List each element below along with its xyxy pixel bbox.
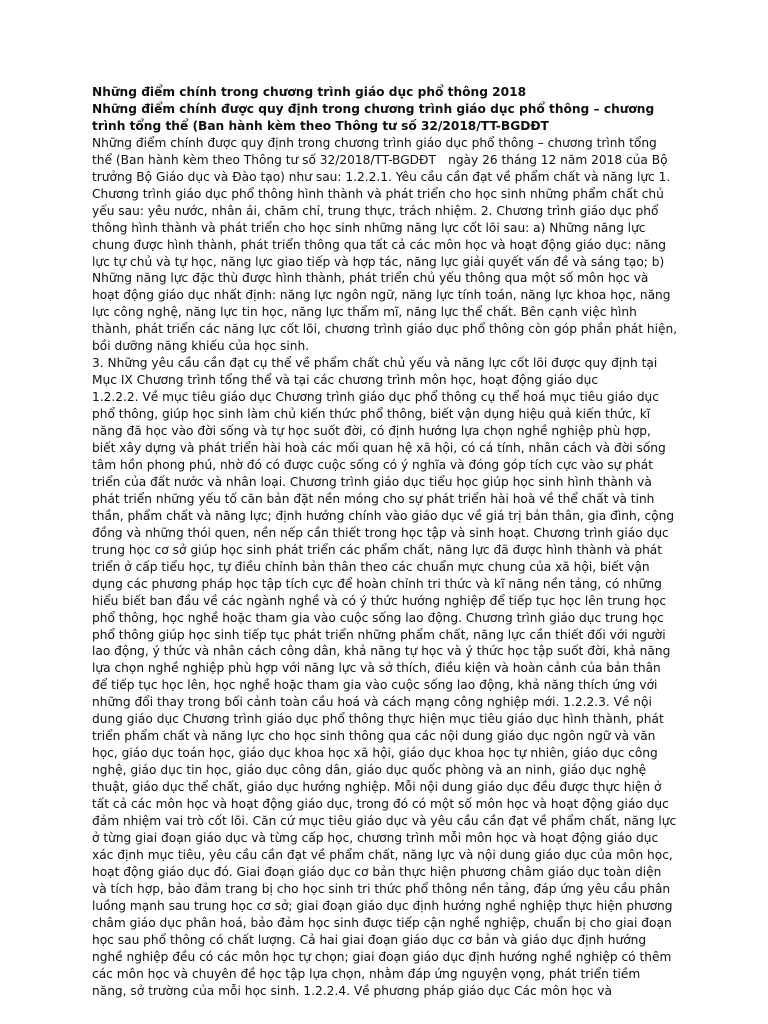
document-subtitle: Những điểm chính được quy định trong chương trình giáo dục phổ thông – chương trình tổng thể (Ban hành kèm theo Thông tư số 32/2018/TT-BGDĐT (92, 101, 655, 133)
document-title: Những điểm chính trong chương trình giáo dục phổ thông 2018 (92, 85, 527, 99)
paragraph-intro: Những điểm chính được quy định trong chương trình giáo dục phổ thông – chương trình tổng thể (Ban hành kèm theo Thông tư số 32/2018/TT-BGDĐT ngày 26 tháng 12 năm 2018 của Bộ trưởng Bộ Giáo dục và Đào tạo) như sau: 1.2.2.1. Yêu cầu cần đạt về phẩm chất và năng lực 1. Chương trình giáo dục phổ thông hình thành và phát triển cho học sinh những phẩm chất chủ yếu sau: yêu nước, nhân ái, chăm chỉ, trung thực, trách nhiệm. 2. Chương trình giáo dục phổ thông hình thành và phát triển cho học sinh những năng lực cốt lõi sau: a) Những năng lực chung được hình thành, phát triển thông qua tất cả các môn học và hoạt động giáo dục: năng lực tự chủ và tự học, năng lực giao tiếp và hợp tác, năng lực giải quyết vấn đề và sáng tạo; b) Những năng lực đặc thù được hình thành, phát triển chủ yếu thông qua một số môn học và hoạt động giáo dục nhất định: năng lực ngôn ngữ, năng lực tính toán, năng lực khoa học, năng lực công nghệ, năng lực tin học, năng lực thẩm mĩ, năng lực thể chất. Bên cạnh việc hình thành, phát triển các năng lực cốt lõi, chương trình giáo dục phổ thông còn góp phần phát hiện, bồi dưỡng năng khiếu của học sinh. (92, 135, 678, 354)
paragraph-objectives: 1.2.2.2. Về mục tiêu giáo dục Chương trình giáo dục phổ thông cụ thể hoá mục tiêu giáo dục phổ thông, giúp học sinh làm chủ kiến thức phổ thông, biết vận dụng hiệu quả kiến thức, kĩ năng đã học vào đời sống và tự học suốt đời, có định hướng lựa chọn nghề nghiệp phù hợp, biết xây dựng và phát triển hài hoà các mối quan hệ xã hội, có cá tính, nhân cách và đời sống tâm hồn phong phú, nhờ đó có được cuộc sống có ý nghĩa và đóng góp tích cực vào sự phát triển của đất nước và nhân loại. Chương trình giáo dục tiểu học giúp học sinh hình thành và phát triển những yếu tố căn bản đặt nền móng cho sự phát triển hài hoà về thể chất và tinh thần, phẩm chất và năng lực; định hướng chính vào giáo dục về giá trị bản thân, gia đình, cộng đồng và những thói quen, nền nếp cần thiết trong học tập và sinh hoạt. Chương trình giáo dục trung học cơ sở giúp học sinh phát triển các phẩm chất, năng lực đã được hình thành và phát triển ở cấp tiểu học, tự điều chỉnh bản thân theo các chuẩn mực chung của xã hội, biết vận dụng các phương pháp học tập tích cực để hoàn chỉnh tri thức và kĩ năng nền tảng, có những hiểu biết ban đầu về các ngành nghề và có ý thức hướng nghiệp để tiếp tục học lên trung học phổ thông, học nghề hoặc tham gia vào cuộc sống lao động. Chương trình giáo dục trung học phổ thông giúp học sinh tiếp tục phát triển những phẩm chất, năng lực cần thiết đối với người lao động, ý thức và nhân cách công dân, khả năng tự học và ý thức học tập suốt đời, khả năng lựa chọn nghề nghiệp phù hợp với năng lực và sở thích, điều kiện và hoàn cảnh của bản thân để tiếp tục học lên, học nghề hoặc tham gia vào cuộc sống lao động, khả năng thích ứng với những đổi thay trong bối cảnh toàn cầu hoá và cách mạng công nghiệp mới. 1.2.2.3. Về nội dung giáo dục Chương trình giáo dục phổ thông thực hiện mục tiêu giáo dục hình thành, phát triển phẩm chất và năng lực cho học sinh thông qua các nội dung giáo dục ngôn ngữ và văn học, giáo dục toán học, giáo dục khoa học xã hội, giáo dục khoa học tự nhiên, giáo dục công nghệ, giáo dục tin học, giáo dục công dân, giáo dục quốc phòng và an ninh, giáo dục nghệ thuật, giáo dục thể chất, giáo dục hướng nghiệp. Mỗi nội dung giáo dục đều được thực hiện ở tất cả các môn học và hoạt động giáo dục, trong đó có một số môn học và hoạt động giáo dục đảm nhiệm vai trò cốt lõi. Căn cứ mục tiêu giáo dục và yêu cầu cần đạt về phẩm chất, năng lực ở từng giai đoạn giáo dục và từng cấp học, chương trình mỗi môn học và hoạt động giáo dục xác định mục tiêu, yêu cầu cần đạt về phẩm chất, năng lực và nội dung giáo dục của môn học, hoạt động giáo dục đó. Giai đoạn giáo dục cơ bản thực hiện phương châm giáo dục toàn diện và tích hợp, bảo đảm trang bị cho học sinh tri thức phổ thông nền tảng, đáp ứng yêu cầu phân luồng mạnh sau trung học cơ sở; giai đoạn giáo dục định hướng nghề nghiệp thực hiện phương châm giáo dục phân hoá, bảo đảm học sinh được tiếp cận nghề nghiệp, chuẩn bị cho giai đoạn học sau phổ thông có chất lượng. Cả hai giai đoạn giáo dục cơ bản và giáo dục định hướng nghề nghiệp đều có các môn học tự chọn; giai đoạn giáo dục định hướng nghề nghiệp có thêm các môn học và chuyên đề học tập lựa chọn, nhằm đáp ứng nguyện vọng, phát triển tiềm năng, sở trường của mỗi học sinh. 1.2.2.4. Về phương pháp giáo dục Các môn học và (92, 390, 677, 998)
paragraph-requirements: 3. Những yêu cầu cần đạt cụ thể về phẩm chất chủ yếu và năng lực cốt lõi được quy định tại Mục IX Chương trình tổng thể và tại các chương trình môn học, hoạt động giáo dục (92, 356, 658, 388)
document-body (92, 84, 678, 999)
